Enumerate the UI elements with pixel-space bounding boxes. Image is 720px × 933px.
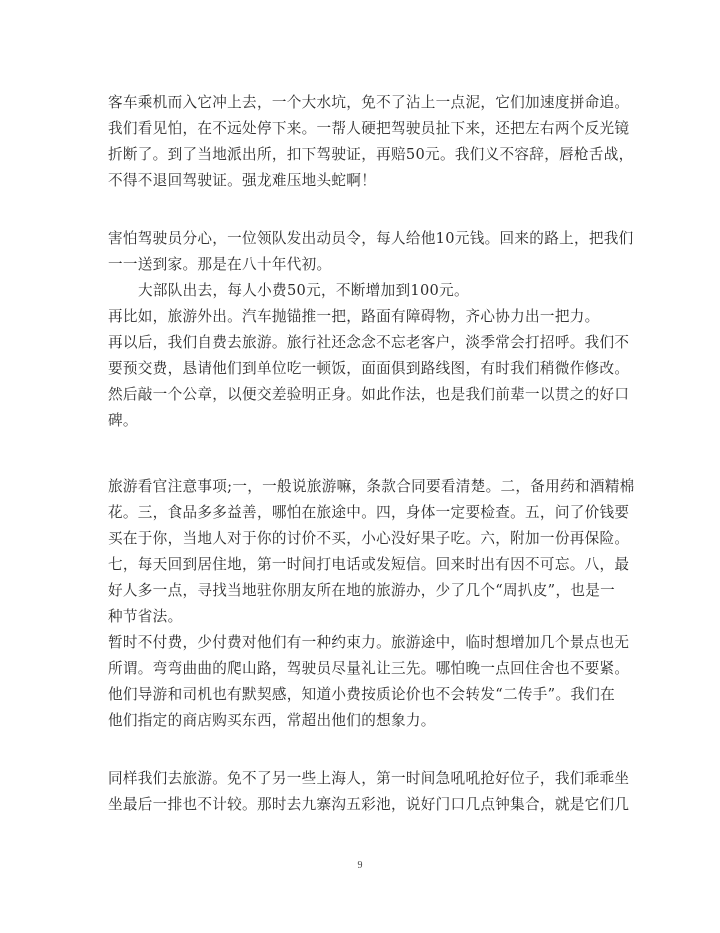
text-line: 同样我们去旅游。免不了另一些上海人，第一时间急吼吼抢好位子，我们乖乖坐 [108, 770, 630, 787]
page-number: 9 [357, 860, 363, 871]
text-line: 旅游看官注意事项;一，一般说旅游嘛，条款合同要看清楚。二，备用药和酒精棉 [108, 478, 635, 495]
text-line: 不得不退回驾驶证。强龙难压地头蛇啊！ [108, 172, 377, 189]
text-line: 客车乘机而入它冲上去，一个大水坑，免不了沾上一点泥，它们加速度拼命追。 [108, 94, 630, 111]
text-line: 所谓。弯弯曲曲的爬山路，驾驶员尽量礼让三先。哪怕晚一点回住舍也不要紧。 [108, 660, 630, 677]
text-line: 他们导游和司机也有默契感，知道小费按质论价也不会转发“二传手”。我们在 [108, 686, 616, 703]
text-line: 然后敲一个公章，以便交差验明正身。如此作法，也是我们前辈一以贯之的好口 [108, 386, 630, 403]
text-line: 大部队出去，每人小费50元，不断增加到100元。 [138, 282, 469, 299]
text-line: 折断了。到了当地派出所，扣下驾驶证，再赔50元。我们义不容辞，唇枪舌战， [108, 146, 634, 163]
text-line: 坐最后一排也不计较。那时去九寨沟五彩池，说好门口几点钟集合，就是它们几 [108, 796, 630, 813]
text-line: 花。三，食品多多益善，哪怕在旅途中。四，身体一定要检查。五，问了价钱要 [108, 504, 630, 521]
text-line: 好人多一点，寻找当地驻你朋友所在地的旅游办，少了几个“周扒皮”，也是一 [108, 582, 616, 599]
text-line: 七，每天回到居住地，第一时间打电话或发短信。回来时出有因不可忘。八，最 [108, 556, 630, 573]
text-line: 暂时不付费，少付费对他们有一种约束力。旅游途中，临时想增加几个景点也无 [108, 634, 630, 651]
text-line: 他们指定的商店购买东西，常超出他们的想象力。 [108, 712, 436, 729]
text-line: 害怕驾驶员分心，一位领队发出动员令，每人给他10元钱。回来的路上，把我们 [108, 230, 634, 247]
text-line: 种节省法。 [108, 608, 183, 625]
text-line: 碑。 [108, 412, 138, 429]
text-line: 一一送到家。那是在八十年代初。 [108, 256, 332, 273]
text-line: 我们看见怕，在不远处停下来。一帮人硬把驾驶员扯下来，还把左右两个反光镜 [108, 120, 630, 137]
text-line: 买在于你，当地人对于你的讨价不买，小心没好果子吃。六，附加一份再保险。 [108, 530, 630, 547]
text-line: 要预交费，恳请他们到单位吃一顿饭，面面俱到路线图，有时我们稍微作修改。 [108, 360, 630, 377]
text-line: 再以后，我们自费去旅游。旅行社还念念不忘老客户，淡季常会打招呼。我们不 [108, 334, 630, 351]
text-line: 再比如，旅游外出。汽车抛锚推一把，路面有障碍物，齐心协力出一把力。 [108, 308, 600, 325]
